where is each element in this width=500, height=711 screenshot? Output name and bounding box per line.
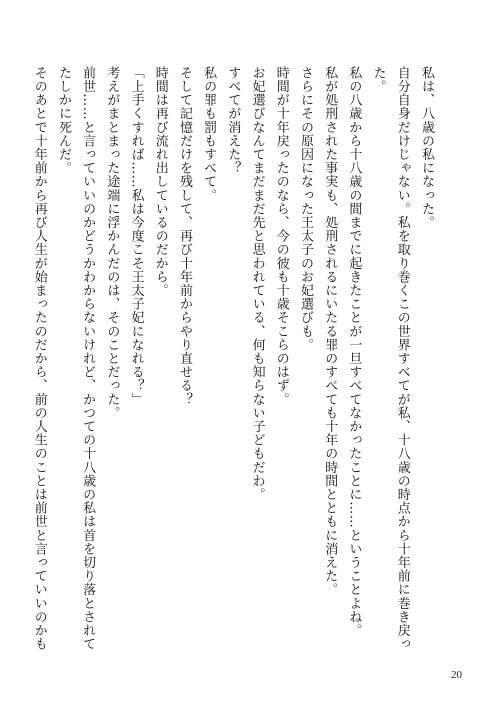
text-line: た。 (370, 66, 386, 94)
text-line: すべてが消えた？ (225, 66, 241, 175)
text-line: 私の罪も罰もすべて。 (201, 66, 217, 202)
text-line: 私が処刑された事実も、処刑されるにいたる罪のすべても十年の時間とともに消えた。 (322, 66, 338, 597)
text-line: 前世……と言っていいのかどうかわからないけれど、かつての十八歳の私は首を切り落とされて (80, 66, 96, 651)
text-line: 時間は再び流れ出しているのだから。 (152, 66, 168, 298)
text-line: 考えがまとまった途端に浮かんだのは、そのことだった。 (104, 66, 120, 420)
text-line: 私の八歳から十八歳の間までに起きたことが一旦すべてなかったことに……ということよね。 (346, 66, 362, 638)
page-number: 20 (451, 669, 462, 681)
text-line: 時間が十年戻ったのなら、今の彼も十歳そこらのはず。 (273, 66, 289, 406)
text-line: 私は、八歳の私になった。 (419, 66, 434, 230)
text-line: そのあとで十年前から再び人生が始まったのだから、前の人生のことは前世と言っていいのかも (31, 66, 47, 651)
text-line: たしかに死んだ。 (55, 66, 71, 175)
text-line: そして記憶だけを残して、再び十年前からやり直せる？ (176, 66, 192, 406)
text-line: お妃選びなんてまだまだ先と思われている、何も知らない子どもだわ。 (249, 66, 265, 502)
text-line: 自分自身だけじゃない。私を取り巻くこの世界すべてが私、十八歳の時点から十年前に巻き戻っ (394, 66, 410, 651)
text-line: 「上手くすれば……私は今度こそ王太子妃になれる？」 (128, 66, 144, 406)
body-text (27, 66, 438, 656)
text-line: さらにその原因になった王太子のお妃選びも。 (297, 66, 313, 352)
